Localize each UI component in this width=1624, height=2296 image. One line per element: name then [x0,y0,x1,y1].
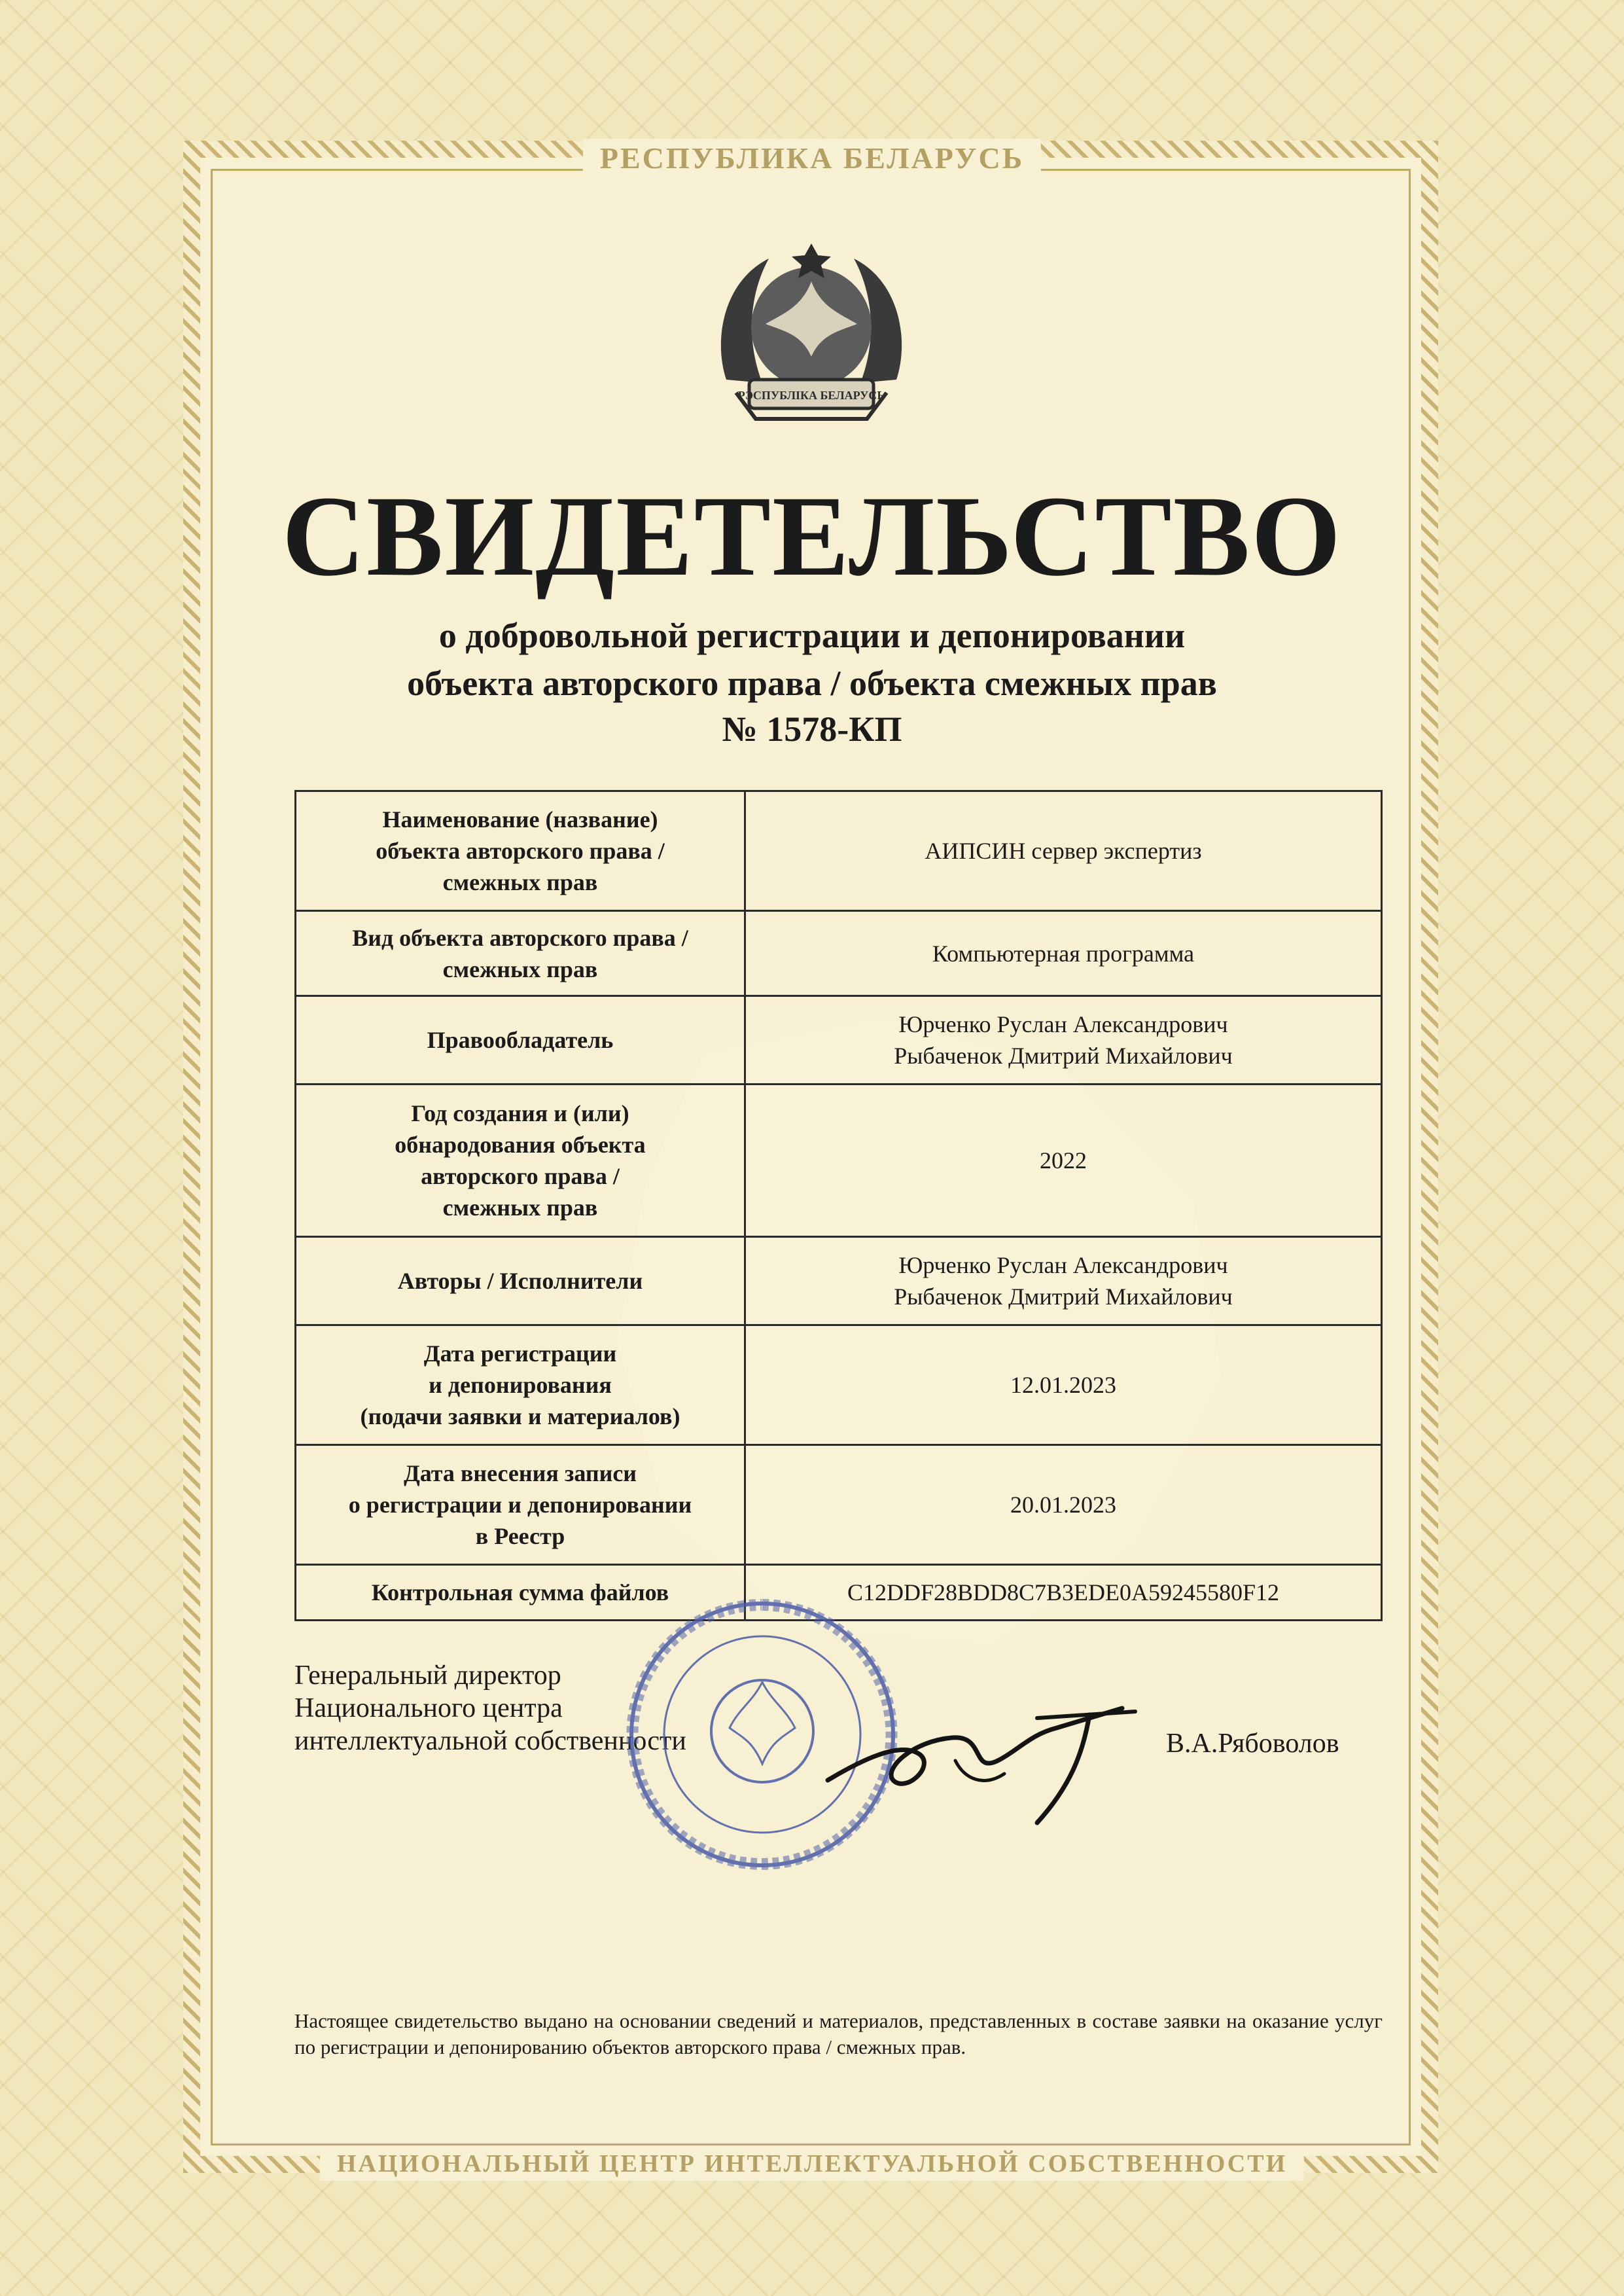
table-row [296,791,1382,911]
country-header: РЕСПУБЛИКА БЕЛАРУСЬ [583,139,1041,178]
certificate-number: № 1578-КП [722,709,902,749]
row-label: Дата внесения записи о регистрации и депонировании в Реестр [296,1445,745,1565]
footer-note: Настоящее свидетельство выдано на основании сведений и материалов, представленных в составе заявки на оказание услуг по регистрации и депонированию объектов авторского права / смежных прав. [294,2009,1383,2058]
signer-position: Генеральный директор Национального центра интеллектуальной собственности [294,1660,686,1756]
row-value: 12.01.2023 [745,1325,1382,1445]
table-row [296,911,1382,996]
row-label: Контрольная сумма файлов [296,1565,745,1621]
state-emblem-icon [710,242,913,439]
registration-details-table [294,790,1383,1621]
signer-name: В.А.Рябоволов [1166,1729,1339,1759]
row-label: Дата регистрации и депонирования (подачи заявки и материалов) [296,1325,745,1445]
row-label: Год создания и (или) обнародования объекта авторского права / смежных прав [296,1085,745,1237]
table-row [296,1085,1382,1237]
subtitle-line-1: о добровольной регистрации и депонировании [438,616,1186,655]
row-value: Юрченко Руслан Александрович Рыбаченок Дмитрий Михайлович [745,1237,1382,1325]
row-label: Авторы / Исполнители [296,1237,745,1325]
row-value: C12DDF28BDD8C7B3EDE0A59245580F12 [745,1565,1382,1621]
row-label: Вид объекта авторского права / смежных прав [296,911,745,996]
table-row [296,996,1382,1085]
row-value: Компьютерная программа [745,911,1382,996]
row-value: Юрченко Руслан Александрович Рыбаченок Дмитрий Михайлович [745,996,1382,1085]
subtitle-line-2: объекта авторского права / объекта смежных прав [407,664,1217,703]
row-value: АИПСИН сервер экспертиз [745,791,1382,911]
issuing-organization: НАЦИОНАЛЬНЫЙ ЦЕНТР ИНТЕЛЛЕКТУАЛЬНОЙ СОБСТВЕННОСТИ [320,2147,1304,2181]
handwritten-signature-icon [821,1682,1148,1833]
document-title: СВИДЕТЕЛЬСТВО [281,473,1343,600]
table-row [296,1325,1382,1445]
table-row [296,1237,1382,1325]
row-label: Правообладатель [296,996,745,1085]
table-row [296,1445,1382,1565]
row-value: 2022 [745,1085,1382,1237]
svg-text:РЭСПУБЛІКА БЕЛАРУСЬ: РЭСПУБЛІКА БЕЛАРУСЬ [737,389,885,402]
row-value: 20.01.2023 [745,1445,1382,1565]
row-label: Наименование (название) объекта авторского права / смежных прав [296,791,745,911]
